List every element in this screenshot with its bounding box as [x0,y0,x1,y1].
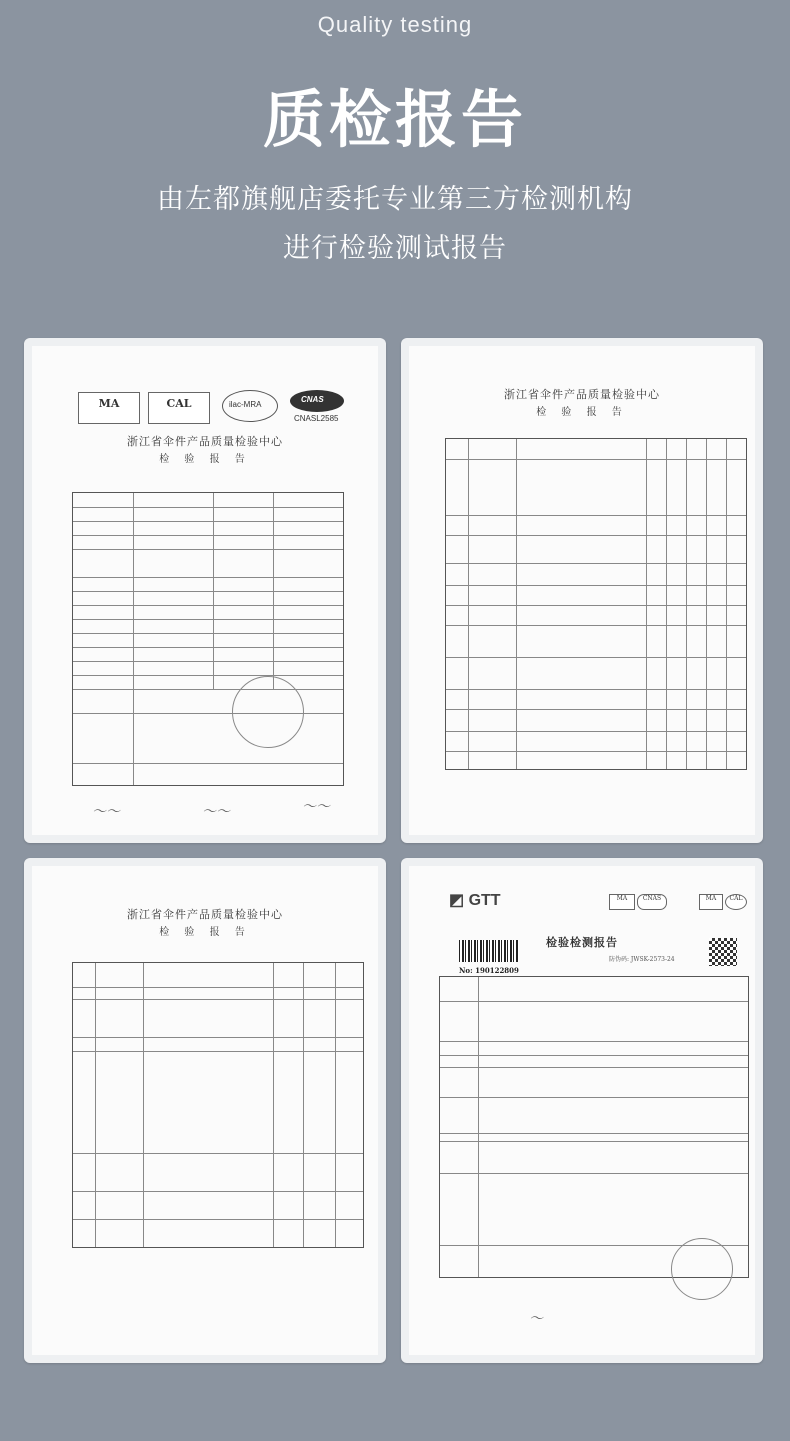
cal-logo-text: CAL [166,397,192,410]
report-title: 检验检测报告 [546,936,618,949]
report-title: 检 验 报 告 [536,407,628,418]
cnas-logo-text: CNAS [301,395,324,404]
report-title: 检 验 报 告 [159,454,251,465]
report-title: 检 验 报 告 [159,927,251,938]
inspection-stamp [671,1238,733,1300]
anti-fake-code: 防伪码: JWSK-2573-24 [609,956,675,963]
cnas-code: CNASL2585 [294,414,339,423]
signature-3: 〜〜 [302,799,330,815]
report-table [72,962,364,1248]
cal-logo [725,894,747,910]
cma-logo-2 [699,894,723,910]
report-table [439,976,749,1278]
signature-2: 〜〜 [202,804,230,820]
subtitle-line-2: 进行检验测试报告 [283,233,507,264]
report-org: 浙江省伞件产品质量检验中心 [127,435,283,448]
subtitle-line-1: 由左都旗舰店委托专业第三方检测机构 [157,184,633,215]
report-document-2 [409,346,755,835]
cma-logo [609,894,635,910]
report-org: 浙江省伞件产品质量检验中心 [504,388,660,401]
cnas-logo-text: CNAS [642,895,662,902]
ilac-logo-text: ilac-MRA [229,400,262,409]
page-title: 质检报告 [262,83,527,156]
gtt-logo: ◩ GTT [449,892,501,909]
page-header [0,0,790,330]
qr-code [709,938,737,966]
cnas-logo [637,894,667,910]
barcode [459,940,519,962]
cma-logo-text: MA [98,397,120,410]
report-document-1 [32,346,378,835]
signature-1: 〜〜 [92,804,120,820]
eyebrow-text: Quality testing [317,12,473,37]
report-document-4 [409,866,755,1355]
report-card-1 [24,338,386,843]
cma-logo [78,392,140,424]
cnas-logo [290,390,344,412]
cal-logo [148,392,210,424]
inspection-stamp [232,676,304,748]
report-number: No: 190122809 [459,966,519,975]
cma-logo-text: MA [616,895,628,902]
report-org: 浙江省伞件产品质量检验中心 [127,908,283,921]
ilac-logo [222,390,278,422]
report-card-2 [401,338,763,843]
report-card-3 [24,858,386,1363]
gtt-brand: GTT [468,892,501,909]
report-document-3 [32,866,378,1355]
report-card-4 [401,858,763,1363]
cma-logo-text-2: MA [705,895,717,902]
report-table [72,492,344,786]
cal-logo-text: CAL [729,895,743,902]
signature-1: 〜 [529,1311,543,1327]
report-table [445,438,747,770]
